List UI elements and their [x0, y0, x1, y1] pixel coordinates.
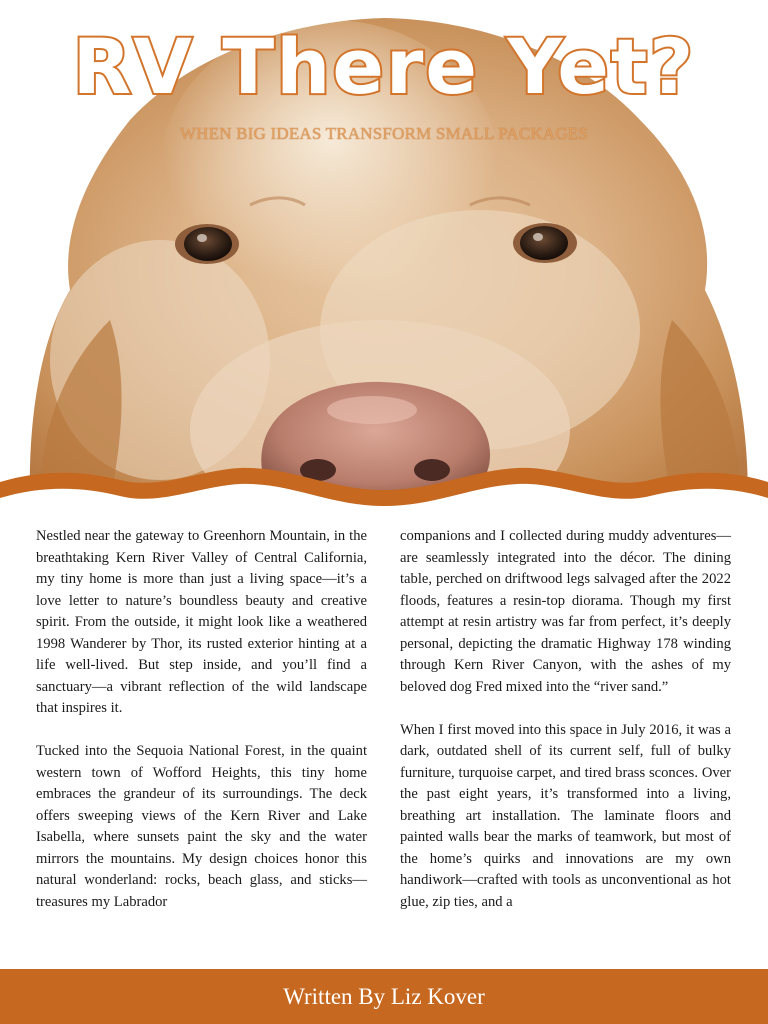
paragraph: Tucked into the Sequoia National Forest, in the quaint western town of Wofford Heights, this tiny home embraces the grandeur of its surroundings. The deck offers sweeping views of the Kern River and Lake Isabella, where sunsets paint the sky and the water mirrors the mountains. My design choices honor this natural wonderland: rocks, beach glass, and sticks—treasures my Labrador	[36, 743, 367, 910]
paragraph: companions and I collected during muddy adventures—are seamlessly integrated into the décor. The dining table, perched on driftwood legs salvaged after the 2022 floods, features a resin-top diorama. Though my first attempt at resin artistry was far from perfect, it’s deeply personal, depicting the dramatic Highway 178 winding through Kern River Canyon, with the ashes of my beloved dog Fred mixed into the “river sand.”	[400, 528, 731, 695]
author-byline: Written By Liz Kover	[283, 983, 485, 1009]
right-eye	[520, 226, 568, 260]
left-eye	[184, 227, 232, 261]
footer-bar	[0, 969, 768, 1024]
article-column-left	[36, 526, 367, 934]
page-subtitle: WHEN BIG IDEAS TRANSFORM SMALL PACKAGES	[179, 124, 589, 143]
page-title: RV There Yet?	[72, 22, 696, 111]
paragraph: When I first moved into this space in July 2016, it was a dark, outdated shell of its current self, full of bulky furniture, turquoise carpet, and tired brass sconces. Over the past eight years, it’s transformed into a living, breathing art installation. The laminate floors and painted walls bear the marks of teamwork, but most of the home’s quirks and innovations are my own handiwork—crafted with tools as unconventional as hot glue, zip ties, and a	[400, 721, 731, 910]
paragraph: Nestled near the gateway to Greenhorn Mountain, in the breathtaking Kern River Valley of Central California, my tiny home is more than just a living space—it’s a love letter to nature’s boundless beauty and creative spirit. From the outside, it might look like a weathered 1998 Wanderer by Thor, its rusted exterior hinting at a life well-lived. But step inside, and you’ll find a sanctuary—a vibrant reflection of the wild landscape that inspires it.	[36, 528, 367, 716]
article-column-right	[400, 526, 731, 934]
article-body	[36, 526, 731, 934]
